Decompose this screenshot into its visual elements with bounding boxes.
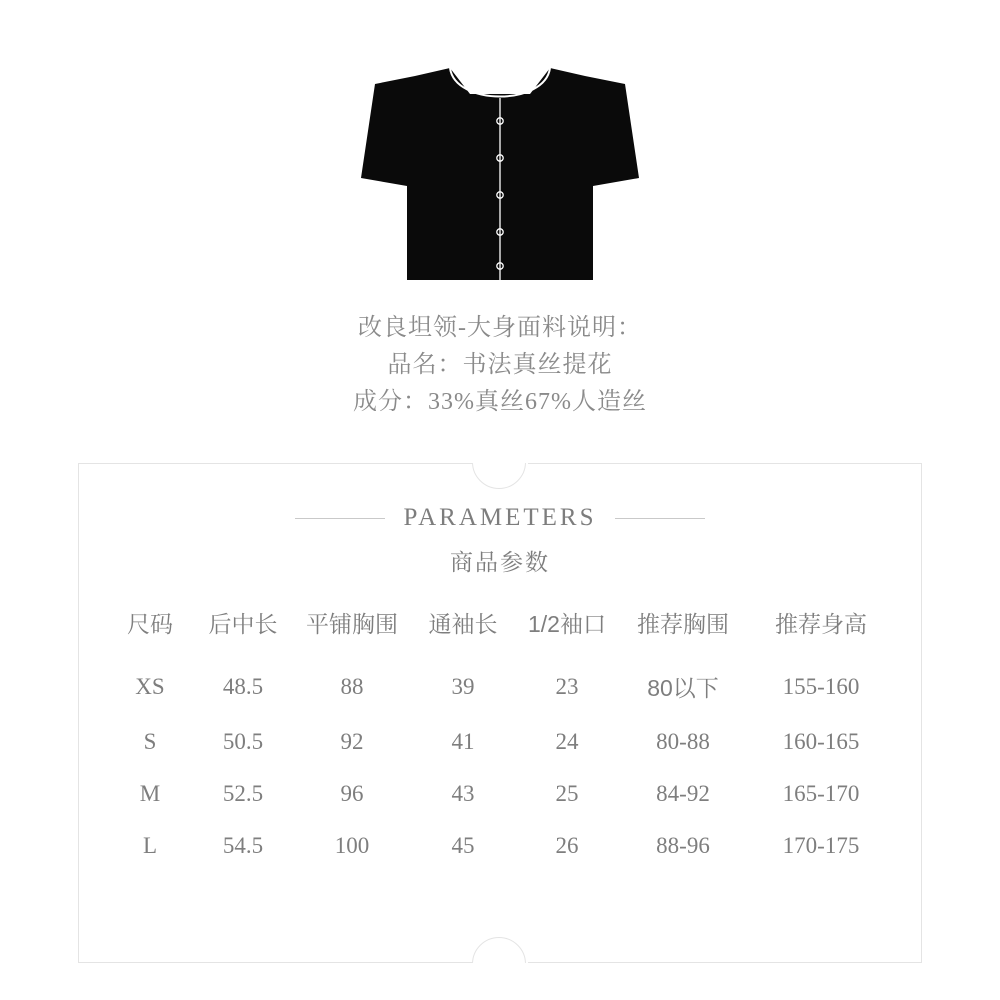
cell-back-length: 48.5 <box>222 673 264 699</box>
cell-half-cuff: 25 <box>555 781 579 806</box>
column-header-rec-height: 推荐身高 <box>775 611 867 637</box>
cell-rec-bust: 80以下 <box>647 675 719 701</box>
fabric-line-1: 改良坦领-大身面料说明： <box>358 315 642 341</box>
garment-top-flat-sketch-icon <box>355 58 645 288</box>
column-header-sleeve-span: 通袖长 <box>428 611 498 637</box>
cell-flat-bust: 100 <box>334 833 370 858</box>
card-notch-top <box>472 463 528 491</box>
cell-rec-bust: 84-92 <box>656 781 710 806</box>
cell-rec-height: 160-165 <box>782 729 860 754</box>
size-chart-table <box>107 592 895 872</box>
column-header-back-length: 后中长 <box>208 611 278 637</box>
table-row <box>107 820 895 872</box>
cell-half-cuff: 26 <box>555 833 579 858</box>
parameters-card <box>78 463 922 963</box>
cell-flat-bust: 88 <box>340 673 364 699</box>
parameters-title-cn: 商品参数 <box>450 550 550 575</box>
title-rule-left <box>295 518 385 519</box>
column-header-flat-bust: 平铺胸围 <box>306 611 398 637</box>
cell-back-length: 54.5 <box>222 833 264 858</box>
cell-size: M <box>139 781 161 806</box>
cell-sleeve-span: 45 <box>451 833 475 858</box>
cell-flat-bust: 96 <box>340 781 364 806</box>
cell-half-cuff: 23 <box>555 673 579 699</box>
column-header-rec-bust: 推荐胸围 <box>637 611 729 637</box>
parameters-title-en: PARAMETERS <box>403 504 597 531</box>
parameters-title-block <box>79 504 921 577</box>
cell-rec-height: 165-170 <box>782 781 860 806</box>
cell-sleeve-span: 43 <box>451 781 475 806</box>
cell-size: L <box>142 833 158 858</box>
cell-rec-height: 155-160 <box>782 673 860 699</box>
card-notch-bottom <box>472 935 528 963</box>
cell-rec-bust: 80-88 <box>656 729 710 754</box>
table-header-row <box>107 592 895 657</box>
fabric-line-2: 品名：书法真丝提花 <box>387 352 613 378</box>
table-row <box>107 657 895 716</box>
cell-half-cuff: 24 <box>555 729 579 754</box>
table-row <box>107 768 895 820</box>
table-row <box>107 716 895 768</box>
cell-rec-height: 170-175 <box>782 833 860 858</box>
fabric-description <box>0 310 1000 421</box>
cell-sleeve-span: 41 <box>451 729 475 754</box>
cell-back-length: 52.5 <box>222 781 264 806</box>
cell-size: XS <box>135 673 165 699</box>
cell-back-length: 50.5 <box>222 729 264 754</box>
column-header-size: 尺码 <box>127 611 173 637</box>
cell-rec-bust: 88-96 <box>656 833 710 858</box>
fabric-line-3: 成分：33%真丝67%人造丝 <box>353 389 647 415</box>
title-rule-right <box>615 518 705 519</box>
cell-size: S <box>143 729 157 754</box>
cell-sleeve-span: 39 <box>451 673 475 699</box>
cell-flat-bust: 92 <box>340 729 364 754</box>
garment-illustration-area <box>0 0 1000 300</box>
column-header-half-cuff: 1/2袖口 <box>528 611 606 637</box>
